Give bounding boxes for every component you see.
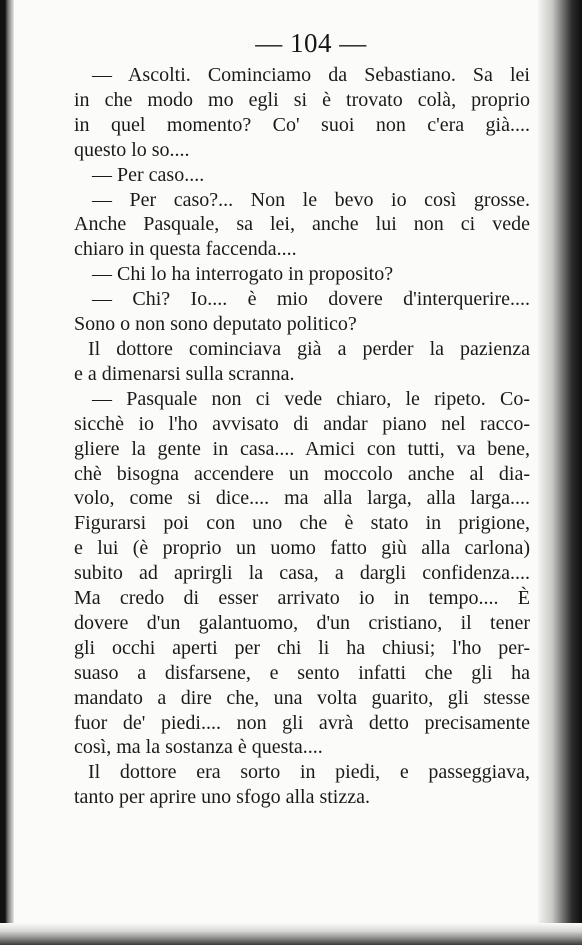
text-line: chiaro in questa faccenda.... bbox=[74, 238, 297, 261]
text-line: tanto per aprire uno sfogo alla stizza. bbox=[74, 786, 370, 809]
text-line: — Pasquale non ci vede chiaro, le ripeto. Co- bbox=[92, 387, 530, 410]
text-line: in quel momento? Co' suoi non c'era già.... bbox=[74, 113, 530, 136]
text-line: in che modo mo egli si è trovato colà, proprio bbox=[74, 88, 530, 111]
text-line: — Ascolti. Cominciamo da Sebastiano. Sa lei bbox=[92, 64, 530, 86]
page-bottom-edge bbox=[0, 923, 582, 945]
text-line: e lui (è proprio un uomo fatto giù alla carlona) bbox=[74, 537, 530, 560]
text-line: subito ad aprirgli la casa, a dargli confidenza.... bbox=[74, 562, 530, 585]
text-line: sicchè io l'ho avvisato di andar piano nel racco- bbox=[74, 412, 530, 435]
text-line: volo, come si dice.... ma alla larga, alla larga.... bbox=[74, 487, 530, 510]
text-line: Figurarsi poi con uno che è stato in prigione, bbox=[74, 512, 530, 535]
text-line: Il dottore era sorto in piedi, e passeggiava, bbox=[88, 761, 530, 784]
text-line: Sono o non sono deputato politico? bbox=[74, 313, 357, 336]
text-line: e a dimenarsi sulla scranna. bbox=[74, 362, 295, 385]
text-line: Anche Pasquale, sa lei, anche lui non ci vede bbox=[74, 213, 530, 236]
page-left-edge bbox=[0, 0, 14, 945]
text-body bbox=[74, 63, 530, 810]
page-number: — 104 — bbox=[255, 28, 367, 58]
text-line: — Chi? Io.... è mio dovere d'interquerire.... bbox=[92, 288, 530, 311]
page-right-edge bbox=[538, 0, 582, 945]
text-line: chè bisogna accendere un moccolo anche al dia- bbox=[74, 462, 530, 485]
text-line: fuor de' piedi.... non gli avrà detto precisamente bbox=[74, 711, 530, 734]
text-line: — Per caso?... Non le bevo io così grosse. bbox=[92, 188, 530, 211]
text-line: questo lo so.... bbox=[74, 138, 190, 161]
text-line: Il dottore cominciava già a perder la pazienza bbox=[88, 337, 530, 360]
text-line: mandato a dire che, una volta guarito, gli stesse bbox=[74, 686, 530, 709]
text-line: gliere la gente in casa.... Amici con tutti, va bene, bbox=[74, 437, 530, 460]
text-line: — Per caso.... bbox=[92, 163, 205, 186]
text-line: gli occhi aperti per chi li ha chiusi; l'ho per- bbox=[74, 636, 530, 659]
text-line: — Chi lo ha interrogato in proposito? bbox=[92, 263, 394, 286]
text-line: Ma credo di esser arrivato io in tempo.... È bbox=[74, 587, 530, 610]
text-line: così, ma la sostanza è questa.... bbox=[74, 736, 323, 759]
text-line: suaso a disfarsene, e sento infatti che gli ha bbox=[74, 661, 530, 684]
text-line: dovere d'un galantuomo, d'un cristiano, il tener bbox=[74, 611, 530, 634]
